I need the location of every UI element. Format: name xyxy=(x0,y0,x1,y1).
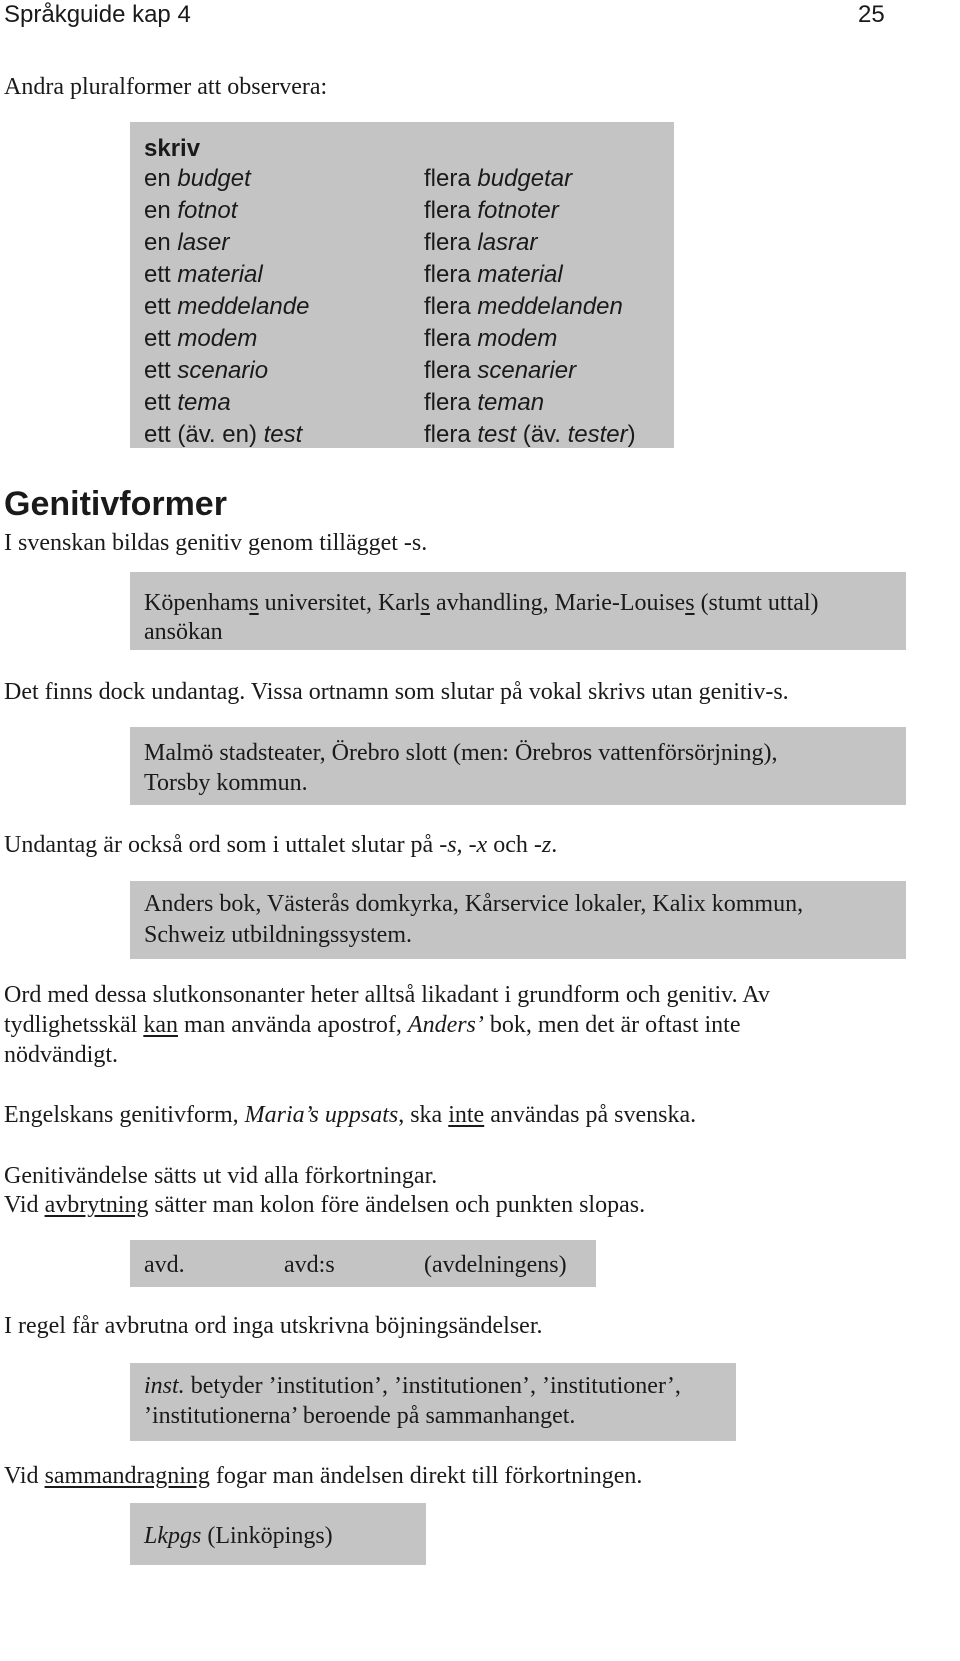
page-number: 25 xyxy=(858,1,885,28)
example-4-genitive: avd:s xyxy=(284,1252,335,1278)
plural-form: flera teman xyxy=(424,389,545,416)
example-4-meaning: (avdelningens) xyxy=(424,1252,567,1278)
apostrophe-paragraph-line-1: Ord med dessa slutkonsonanter heter alltså likadant i grundform och genitiv. Av xyxy=(4,982,770,1008)
example-2-line-2: Torsby kommun. xyxy=(144,770,308,796)
plural-table-heading: skriv xyxy=(144,135,201,162)
singular-form: ett tema xyxy=(144,389,231,416)
abbreviation-paragraph-1: Genitivändelse sätts ut vid alla förkortningar. xyxy=(4,1163,438,1189)
plural-intro: Andra pluralformer att observera: xyxy=(4,74,328,100)
singular-form: ett scenario xyxy=(144,357,269,384)
example-6-line: Lkpgs (Linköpings) xyxy=(144,1523,333,1549)
contraction-paragraph: Vid sammandragning fogar man ändelsen direkt till förkortningen. xyxy=(4,1463,643,1489)
example-2-line-1: Malmö stadsteater, Örebro slott (men: Örebros vattenförsörjning), xyxy=(144,740,778,766)
example-1-line-1: Köpenhams universitet, Karls avhandling, Marie-Louises (stumt uttal) xyxy=(144,590,819,616)
singular-form: ett material xyxy=(144,261,263,288)
exception-paragraph: Det finns dock undantag. Vissa ortnamn som slutar på vokal skrivs utan genitiv-s. xyxy=(4,679,789,705)
plural-form: flera lasrar xyxy=(424,229,538,256)
singular-form: en laser xyxy=(144,229,230,256)
singular-form: ett meddelande xyxy=(144,293,310,320)
singular-form: en fotnot xyxy=(144,197,238,224)
example-1-line-2: ansökan xyxy=(144,619,223,645)
apostrophe-paragraph-line-2: tydlighetsskäl kan man använda apostrof, Anders’ bok, men det är oftast inte xyxy=(4,1012,741,1038)
example-4-abbrev: avd. xyxy=(144,1252,185,1278)
also-exception-paragraph: Undantag är också ord som i uttalet slutar på -s, -x och -z. xyxy=(4,832,558,858)
abbreviation-paragraph-2: Vid avbrytning sätter man kolon före ändelsen och punkten slopas. xyxy=(4,1192,646,1218)
english-genitive-paragraph: Engelskans genitivform, Maria’s uppsats, ska inte användas på svenska. xyxy=(4,1102,697,1128)
example-3-line-1: Anders bok, Västerås domkyrka, Kårservice lokaler, Kalix kommun, xyxy=(144,891,804,917)
example-3-line-2: Schweiz utbildningssystem. xyxy=(144,922,412,948)
singular-form: ett modem xyxy=(144,325,258,352)
singular-column xyxy=(144,163,309,451)
plural-form: flera modem xyxy=(424,325,558,352)
plural-form: flera test (äv. tester) xyxy=(424,421,636,448)
section-heading: Genitivformer xyxy=(4,485,227,523)
rule-paragraph: I regel får avbrutna ord inga utskrivna böjningsändelser. xyxy=(4,1313,543,1339)
apostrophe-paragraph-line-3: nödvändigt. xyxy=(4,1042,118,1068)
singular-form: ett (äv. en) test xyxy=(144,421,303,448)
running-header-title: Språkguide kap 4 xyxy=(4,1,191,28)
plural-form: flera budgetar xyxy=(424,165,573,192)
example-5-line-2: ’institutionerna’ beroende på sammanhanget. xyxy=(144,1403,576,1429)
example-5-line-1: inst. betyder ’institution’, ’institutionen’, ’institutioner’, xyxy=(144,1373,681,1399)
genitive-intro: I svenskan bildas genitiv genom tillägget -s. xyxy=(4,530,428,556)
plural-form: flera material xyxy=(424,261,563,288)
singular-form: en budget xyxy=(144,165,251,192)
plural-form: flera scenarier xyxy=(424,357,577,384)
plural-form: flera fotnoter xyxy=(424,197,559,224)
plural-column xyxy=(424,163,636,451)
plural-form: flera meddelanden xyxy=(424,293,623,320)
